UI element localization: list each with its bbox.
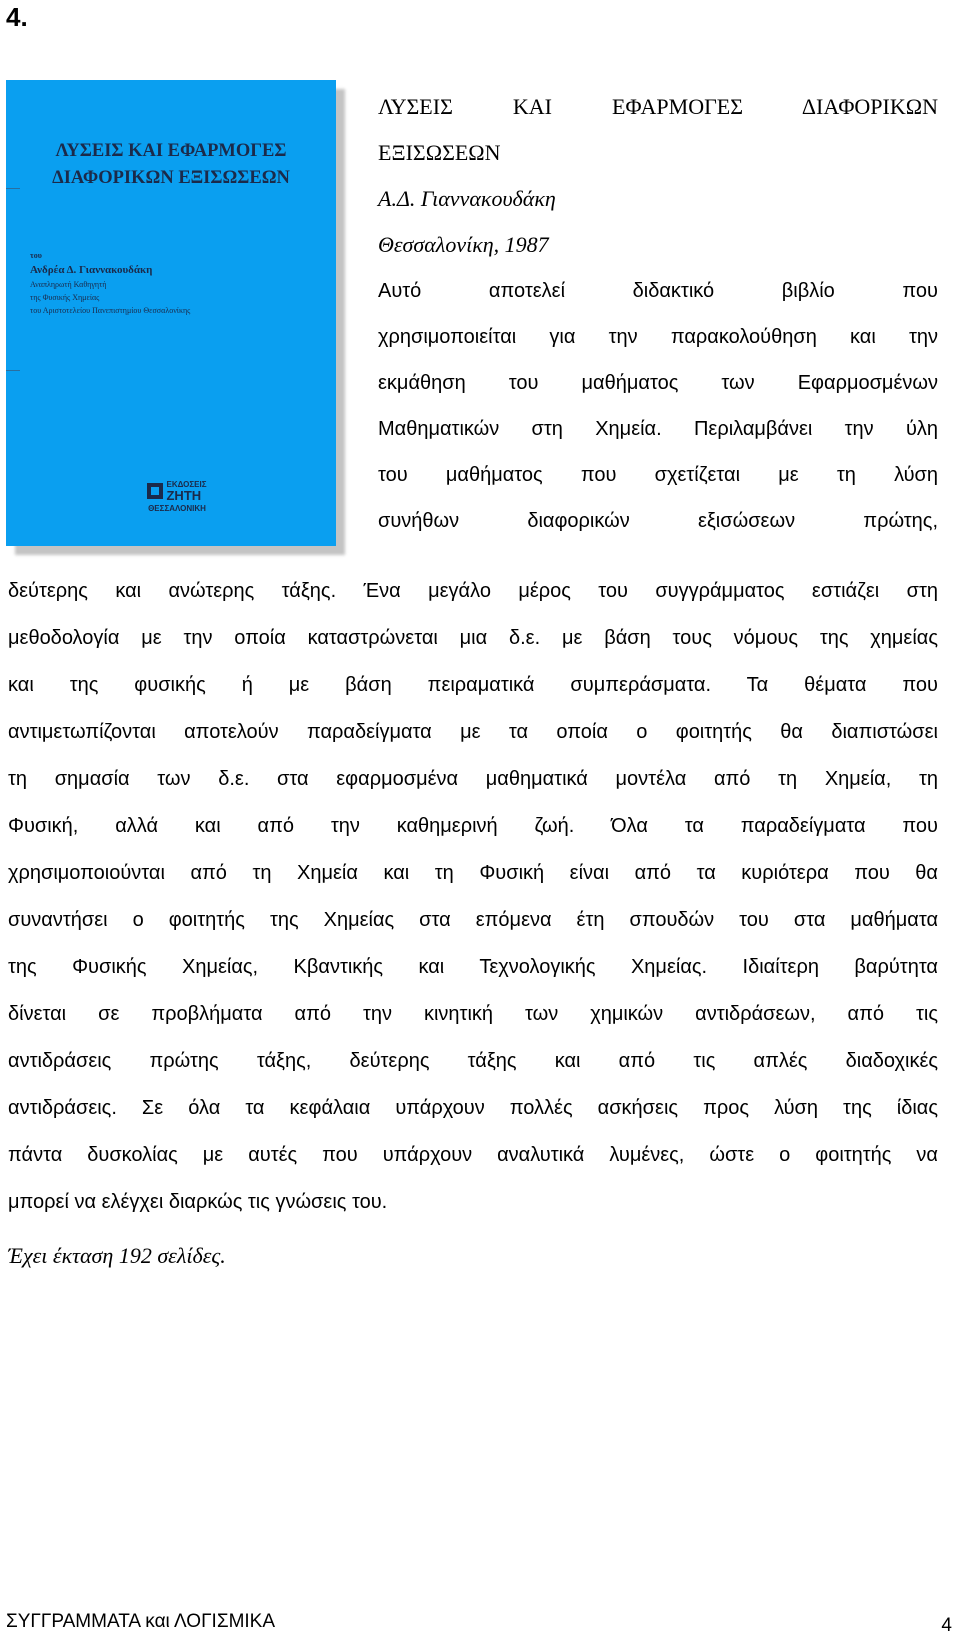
desc-line: χρησιμοποιούνται από τη Χημεία και τη Φυσική είναι από τα κυριότερα που θα bbox=[8, 862, 938, 884]
desc-line: αντιδράσεις. Σε όλα τα κεφάλαια υπάρχουν πολλές ασκήσεις προς λύση της ίδιας bbox=[8, 1097, 938, 1119]
cover-title-line2: ΔΙΑΦΟΡΙΚΩΝ ΕΞΙΣΩΣΕΩΝ bbox=[52, 168, 290, 188]
desc-line: της Φυσικής Χημείας, Κβαντικής και Τεχνολογικής Χημείας. Ιδιαίτερη βαρύτητα bbox=[8, 956, 938, 978]
desc-line: δίνεται σε προβλήματα από την κινητική των χημικών αντιδράσεων, από τις bbox=[8, 1003, 938, 1025]
page-number: 4 bbox=[941, 1615, 952, 1636]
book-cover-image bbox=[6, 80, 336, 546]
cover-title-line1: ΛΥΣΕΙΣ ΚΑΙ ΕΦΑΡΜΟΓΕΣ bbox=[55, 141, 287, 161]
book-info-right bbox=[378, 84, 938, 544]
desc-right-line: συνήθων διαφορικών εξισώσεων πρώτης, bbox=[378, 510, 938, 532]
desc-line: συναντήσει ο φοιτητής της Χημείας στα επόμενα έτη σπουδών του στα μαθήματα bbox=[8, 909, 938, 931]
cover-author: Ανδρέα Δ. Γιαννακουδάκη bbox=[30, 264, 153, 276]
publisher-icon bbox=[147, 483, 163, 499]
book-title-line1: ΛΥΣΕΙΣ ΚΑΙ ΕΦΑΡΜΟΓΕΣ ΔΙΑΦΟΡΙΚΩΝ bbox=[378, 94, 938, 119]
desc-line: μεθοδολογία με την οποία καταστρώνεται μια δ.ε. με βάση τους νόμους της χημείας bbox=[8, 627, 938, 649]
cover-affiliation-1: Αναπληρωτή Καθηγητή bbox=[30, 280, 107, 289]
cover-title bbox=[6, 138, 336, 192]
desc-line: δεύτερης και ανώτερης τάξης. Ένα μεγάλο μέρος του συγγράμματος εστιάζει στη bbox=[8, 580, 938, 602]
desc-line: και της φυσικής ή με βάση πειραματικά συμπεράσματα. Τα θέματα που bbox=[8, 674, 938, 696]
cover-dash bbox=[6, 188, 20, 189]
book-author: Α.Δ. Γιαννακουδάκη bbox=[378, 186, 556, 211]
desc-line: Φυσική, αλλά και από την καθημερινή ζωή. Όλα τα παραδείγματα που bbox=[8, 815, 938, 837]
book-extent: Έχει έκταση 192 σελίδες. bbox=[8, 1243, 226, 1268]
desc-right-line: εκμάθηση του μαθήματος των Εφαρμοσμένων bbox=[378, 372, 938, 394]
book-description bbox=[8, 568, 938, 1226]
desc-line: πάντα δυσκολίας με αυτές που υπάρχουν αναλυτικά λυμένες, ώστε ο φοιτητής να bbox=[8, 1144, 938, 1166]
desc-right-line: χρησιμοποιείται για την παρακολούθηση και την bbox=[378, 326, 938, 348]
publisher-city: ΘΕΣΣΑΛΟΝΙΚΗ bbox=[148, 504, 206, 513]
section-number: 4. bbox=[6, 2, 28, 32]
desc-line: μπορεί να ελέγχει διαρκώς τις γνώσεις του. bbox=[8, 1191, 388, 1213]
desc-line: τη σημασία των δ.ε. στα εφαρμοσμένα μαθηματικά μοντέλα από τη Χημεία, τη bbox=[8, 768, 938, 790]
book-place-year: Θεσσαλονίκη, 1987 bbox=[378, 232, 549, 257]
cover-by: του bbox=[30, 251, 42, 260]
desc-line: αντιμετωπίζονται αποτελούν παραδείγματα με τα οποία ο φοιτητής θα διαπιστώσει bbox=[8, 721, 938, 743]
cover-affiliation-3: του Αριστοτελείου Πανεπιστημίου Θεσσαλονίκης bbox=[30, 306, 191, 315]
desc-line: αντιδράσεις πρώτης τάξης, δεύτερης τάξης και από τις απλές διαδοχικές bbox=[8, 1050, 938, 1072]
cover-dash bbox=[6, 370, 20, 371]
publisher-logo bbox=[132, 480, 222, 515]
publisher-label: ΕΚΔΟΣΕΙΣ ΖΗΤΗ bbox=[166, 480, 207, 503]
desc-right-line: Αυτό αποτελεί διδακτικό βιβλίο που bbox=[378, 280, 938, 302]
desc-right-line: Μαθηματικών στη Χημεία. Περιλαμβάνει την ύλη bbox=[378, 418, 938, 440]
cover-affiliation-2: της Φυσικής Χημείας bbox=[30, 293, 100, 302]
footer-label: ΣΥΓΓΡΑΜΜΑΤΑ και ΛΟΓΙΣΜΙΚΑ bbox=[6, 1611, 276, 1632]
book-title-line2: ΕΞΙΣΩΣΕΩΝ bbox=[378, 140, 501, 165]
cover-author-block bbox=[30, 250, 190, 317]
desc-right-line: του μαθήματος που σχετίζεται με τη λύση bbox=[378, 464, 938, 486]
publisher-name: ΖΗΤΗ bbox=[166, 488, 202, 503]
